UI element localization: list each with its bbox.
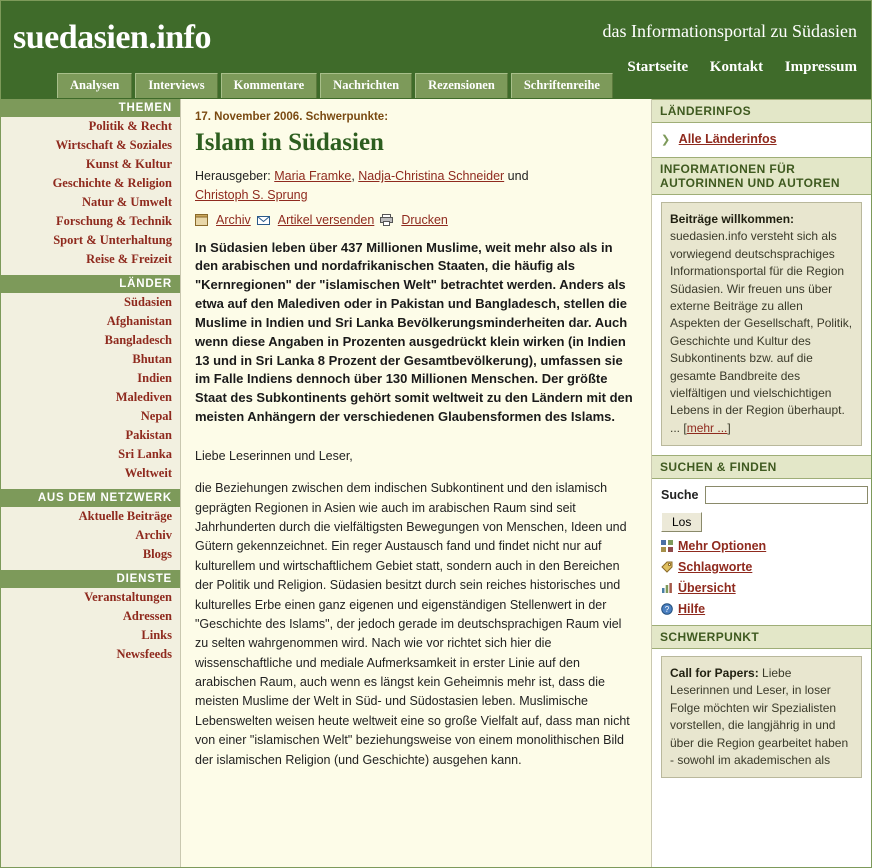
sidebar-item-adressen[interactable]: Adressen — [122, 609, 172, 623]
sidebar-item-bhutan[interactable]: Bhutan — [132, 352, 172, 366]
nav-item-nachrichten[interactable]: Nachrichten — [320, 73, 412, 98]
chevron-right-icon: ❯ — [661, 134, 671, 146]
sidebar-item-newsfeeds[interactable]: Newsfeeds — [116, 647, 172, 661]
sidebar-item-kunst-kultur[interactable]: Kunst & Kultur — [85, 157, 172, 171]
sidebar-item-bangladesch[interactable]: Bangladesch — [104, 333, 172, 347]
schwerpunkt-text: Liebe Leserinnen und Leser, in loser Folge möchten wir Spezialisten vorstellen, die langjährig in und über die Region gearbeitet haben - sowohl im akademischen als — [670, 666, 849, 768]
promo-more-link[interactable]: mehr ... — [686, 420, 728, 435]
sidebar-item-politik-recht[interactable]: Politik & Recht — [88, 119, 172, 133]
page-title: Islam in Südasien — [195, 129, 384, 156]
option-row-mehr-optionen[interactable] — [661, 539, 862, 553]
schwerpunkt-promo-box — [661, 656, 862, 778]
mail-icon — [257, 214, 270, 226]
sidebar-item-reise-freizeit[interactable]: Reise & Freizeit — [86, 252, 172, 266]
logo-main: suedasien — [13, 19, 149, 56]
link-alle-laenderinfos[interactable]: Alle Länderinfos — [678, 132, 777, 146]
right-column — [651, 99, 871, 868]
chart-icon — [661, 582, 673, 594]
article-paragraph-1: die Beziehungen zwischen dem indischen Subkontinent und den islamisch geprägten Regionen in Asien wie auch im arabischen Raum sind seit Jahrhunderten durch die vielfältigsten Bewegungen von Menschen, Ideen und Gütern gekennzeichnet. Ein reger Austausch fand und findet nicht nur auf kulturellem und wirtschaftlichem Gebiet statt, sondern auch in den Bereichen der Politik und Religion. Südasien besitzt durch sein reiches historisches und kulturelles Erbe einen ganz eigenen und eigenständigen Stellenwert in der "Geschichte des Islams", der jedoch gerade im deutschsprachigen Raum viel zu selten wahrgenommen wird. Nach wie vor richtet sich hier die wissenschaftliche und mediale Aufmerksamkeit in erster Linie auf den arabischen Raum, auch wenn es längst kein Geheimnis mehr ist, dass die meisten Muslime der Welt in Süd- und Südostasien leben. Muslimische Lebenswelten weisen heute weltweit eine so große Vielfalt auf, dass man nicht von einer "islamischen Welt" beziehungsweise von einem monolithischen Bild der islamischen Religion (und Geschichte) ausgehen kann. — [195, 481, 630, 767]
promo-box — [661, 202, 862, 446]
sidebar-item-blogs[interactable]: Blogs — [142, 547, 172, 561]
link-uebersicht[interactable]: Übersicht — [678, 581, 736, 596]
tool-link-drucken[interactable]: Drucken — [401, 212, 448, 227]
archive-icon — [195, 214, 208, 226]
autoren-header — [652, 157, 871, 195]
article-lead: In Südasien leben über 437 Millionen Muslime, weit mehr also als in den arabischen und nordafrikanischen Staaten, die häufig als "Kernregionen" der "islamischen Welt" betrachtet werden. Anders als etwa auf den Malediven oder in Pakistan und Bangladesch, stellen die Muslime in Indien und Sri Lanka Bevölkerungsminderheiten dar. Auch wenn diese Angaben in Prozenten ausgedrückt klein wirken (in Indien 13 und in Sri Lanka 8 Prozent der Gesamtbevölkerung), umfassen sie im Falle Indiens dennoch über 130 Millionen Menschen. Der größte Staat des Subkontinents gehört somit weltweit zu den Ländern mit den meisten Anhängern der verschiedenen Glaubensformen des Islams. — [195, 239, 633, 425]
promo-heading: Beiträge willkommen: — [670, 212, 795, 226]
main-nav — [1, 73, 871, 99]
option-row-hilfe[interactable] — [661, 602, 862, 616]
sidebar-item-natur-umwelt[interactable]: Natur & Umwelt — [81, 195, 172, 209]
autoren-body — [652, 195, 871, 455]
tag-icon — [661, 561, 673, 573]
article-dateline: 17. November 2006. Schwerpunkte: — [195, 111, 389, 123]
sidebar-section-themen-header: THEMEN — [1, 99, 180, 117]
suchen-header: SUCHEN & FINDEN — [652, 455, 871, 479]
article-tools — [195, 213, 637, 227]
autoren-header-line2: AUTORINNEN UND AUTOREN — [660, 176, 840, 190]
nav-item-rezensionen[interactable]: Rezensionen — [415, 73, 508, 98]
sidebar-item-nepal[interactable]: Nepal — [140, 409, 172, 423]
nav-item-schriftenreihe[interactable]: Schriftenreihe — [511, 73, 613, 98]
option-row-uebersicht[interactable] — [661, 581, 862, 595]
editor-label: Herausgeber: — [195, 169, 271, 183]
logo-suffix: .info — [148, 19, 212, 56]
promo-more-close: ] — [727, 420, 731, 435]
authors-joiner: und — [507, 169, 529, 183]
link-hilfe[interactable]: Hilfe — [678, 602, 706, 617]
sidebar-item-sri-lanka[interactable]: Sri Lanka — [118, 447, 172, 461]
autoren-header-line1: INFORMATIONEN FÜR — [660, 162, 796, 176]
top-link-impressum[interactable]: Impressum — [784, 59, 857, 75]
site-logo[interactable] — [13, 19, 211, 57]
author-link-3[interactable]: Christoph S. Sprung — [195, 187, 308, 202]
laenderinfos-header: LÄNDERINFOS — [652, 99, 871, 123]
search-label: Suche — [661, 488, 699, 503]
search-row — [661, 486, 862, 504]
top-links — [609, 59, 857, 76]
article-paragraph-0: Liebe Leserinnen und Leser, — [195, 448, 353, 463]
promo-more-open: [ — [683, 420, 687, 435]
sidebar-item-sport-unterhaltung[interactable]: Sport & Unterhaltung — [53, 233, 172, 247]
sidebar-item-pakistan[interactable]: Pakistan — [125, 428, 172, 442]
option-row-schlagworte[interactable] — [661, 560, 862, 574]
page-body — [1, 99, 871, 868]
sidebar-section-dienste-header: DIENSTE — [1, 570, 180, 588]
svg-text:?: ? — [664, 605, 670, 615]
sidebar-item-afghanistan[interactable]: Afghanistan — [106, 314, 172, 328]
sidebar-item-archiv[interactable]: Archiv — [135, 528, 172, 542]
article-column — [181, 99, 651, 868]
sidebar-item-aktuelle-beitraege[interactable]: Aktuelle Beiträge — [78, 509, 172, 523]
tool-link-artikel-versenden[interactable]: Artikel versenden — [277, 212, 375, 227]
promo-text: suedasien.info versteht sich als vorwiegend deutschsprachiges Informationsportal für die Region Südasien. Wir freuen uns über externe Beiträge zu allen Aspekten der Gesellschaft, Politik, Geschichte und Kultur des Subkontinents bzw. auf die gesamte Bandbreite des vielfältigen und vielschichtigen Lebens in der Region überhaupt. ... — [670, 229, 853, 435]
printer-icon — [380, 214, 393, 226]
article-authors: Herausgeber: Maria Framke, Nadja-Christina Schneider und Christoph S. Sprung — [195, 169, 529, 202]
link-schlagworte[interactable]: Schlagworte — [678, 560, 753, 575]
sidebar-item-weltweit[interactable]: Weltweit — [124, 466, 172, 480]
sidebar — [1, 99, 181, 868]
sidebar-section-laender-header: LÄNDER — [1, 275, 180, 293]
grid-icon — [661, 540, 673, 552]
sidebar-section-netzwerk-header: AUS DEM NETZWERK — [1, 489, 180, 507]
sidebar-item-suedasien[interactable]: Südasien — [124, 295, 172, 309]
author-link-2[interactable]: Nadja-Christina Schneider — [358, 169, 505, 183]
author-link-1[interactable]: Maria Framke — [274, 169, 352, 183]
tool-link-archiv[interactable]: Archiv — [216, 212, 251, 227]
sidebar-item-malediven[interactable]: Malediven — [115, 390, 172, 404]
schwerpunkt-heading: Call for Papers: — [670, 666, 759, 681]
top-link-kontakt[interactable]: Kontakt — [709, 59, 764, 75]
suchen-body — [652, 479, 871, 625]
site-tagline: das Informationsportal zu Südasien — [602, 21, 857, 41]
sidebar-item-veranstaltungen[interactable]: Veranstaltungen — [84, 590, 172, 604]
sidebar-item-links[interactable]: Links — [141, 628, 172, 642]
schwerpunkt-header: SCHWERPUNKT — [652, 625, 871, 649]
help-icon — [661, 603, 673, 615]
sidebar-item-geschichte-religion[interactable]: Geschichte & Religion — [52, 176, 172, 190]
sidebar-item-wirtschaft-soziales[interactable]: Wirtschaft & Soziales — [55, 138, 172, 152]
nav-item-interviews[interactable]: Interviews — [135, 73, 217, 98]
laenderinfos-body — [652, 123, 871, 157]
nav-item-analysen[interactable]: Analysen — [57, 73, 132, 98]
site-header — [1, 1, 871, 73]
sidebar-item-forschung-technik[interactable]: Forschung & Technik — [55, 214, 172, 228]
top-link-startseite[interactable]: Startseite — [627, 59, 689, 75]
schwerpunkt-body — [652, 649, 871, 787]
sidebar-item-indien[interactable]: Indien — [137, 371, 172, 385]
nav-item-kommentare[interactable]: Kommentare — [221, 73, 318, 98]
search-input[interactable] — [705, 486, 868, 504]
link-mehr-optionen[interactable]: Mehr Optionen — [678, 539, 767, 554]
search-submit-button[interactable]: Los — [661, 512, 702, 532]
